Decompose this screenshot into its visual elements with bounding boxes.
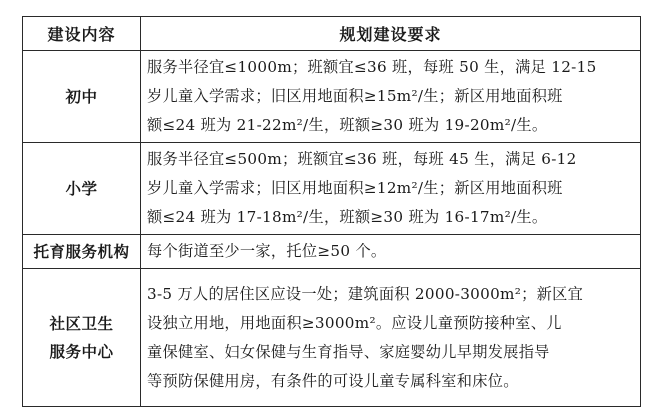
row-label-middle-school <box>23 51 141 143</box>
text-line: 设独立用地，用地面积≥3000m²。应设儿童预防接种室、儿 <box>147 313 562 332</box>
header-content: 建设内容 <box>23 17 141 51</box>
text-line: 岁儿童入学需求；旧区用地面积≥15m²/生；新区用地面积班 <box>147 87 563 105</box>
label-line: 小学 <box>65 179 98 198</box>
row-requirements-childcare <box>141 235 641 269</box>
table-row <box>23 51 641 143</box>
text-line: 服务半径宜≤500m；班额宜≤36 班，每班 45 生，满足 6-12 <box>147 150 577 168</box>
row-requirements-middle-school <box>141 51 641 143</box>
label-line: 社区卫生 <box>49 314 114 333</box>
text-line: 童保健室、妇女保健与生育指导、家庭婴幼儿早期发展指导 <box>147 342 550 361</box>
table-row <box>23 235 641 269</box>
row-requirements-community-health <box>141 269 641 407</box>
row-label-primary-school <box>23 143 141 235</box>
header-requirements: 规划建设要求 <box>141 17 641 51</box>
table-row <box>23 143 641 235</box>
text-line: 3-5 万人的居住区应设一处；建筑面积 2000-3000m²；新区宜 <box>147 284 584 303</box>
text-line: 额≤24 班为 17-18m²/生，班额≥30 班为 16-17m²/生。 <box>147 208 548 226</box>
text-line: 额≤24 班为 21-22m²/生，班额≥30 班为 19-20m²/生。 <box>147 116 548 134</box>
label-line: 托育服务机构 <box>33 242 130 261</box>
requirements-table <box>22 16 641 407</box>
table-header-row <box>23 17 641 51</box>
row-requirements-primary-school <box>141 143 641 235</box>
label-line: 服务中心 <box>49 342 114 361</box>
text-line: 岁儿童入学需求；旧区用地面积≥12m²/生；新区用地面积班 <box>147 179 563 197</box>
text-line: 每个街道至少一家，托位≥50 个。 <box>147 242 387 260</box>
planning-requirements-table <box>22 16 640 394</box>
table-row <box>23 269 641 407</box>
text-line: 等预防保健用房，有条件的可设儿童专属科室和床位。 <box>147 371 519 390</box>
row-label-childcare <box>23 235 141 269</box>
row-label-community-health <box>23 269 141 407</box>
label-line: 初中 <box>65 87 98 106</box>
text-line: 服务半径宜≤1000m；班额宜≤36 班，每班 50 生，满足 12-15 <box>147 58 597 76</box>
